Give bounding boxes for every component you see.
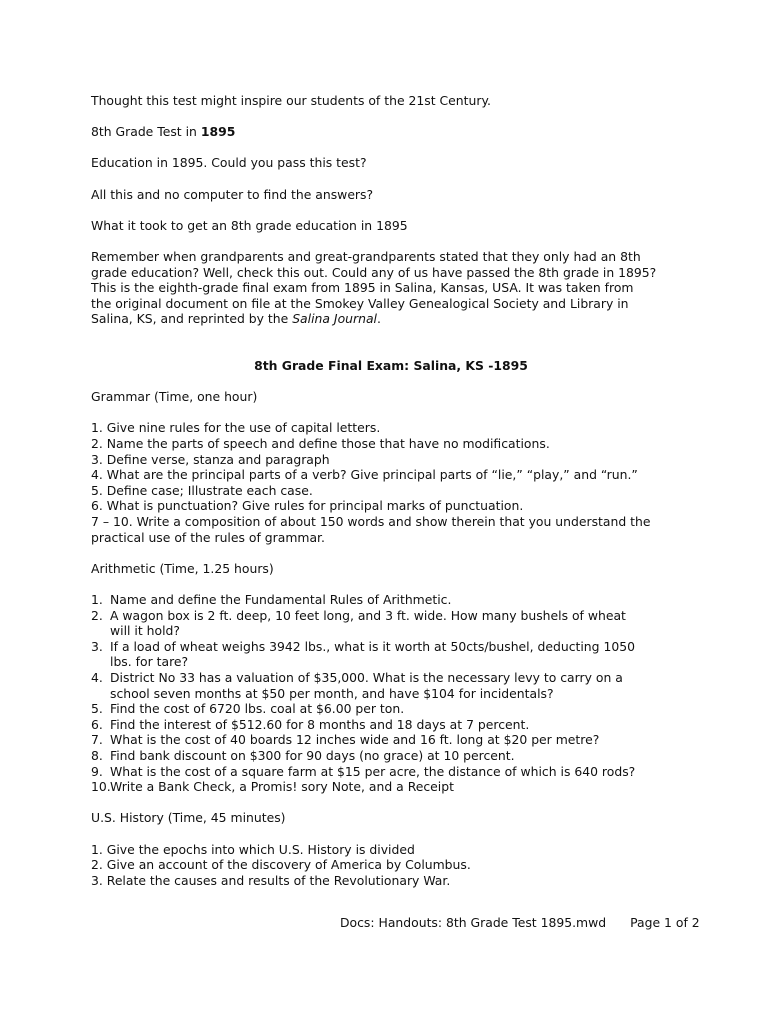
footer-doc-path: Docs: Handouts: 8th Grade Test 1895.mwd	[340, 915, 607, 930]
list-item: 1. Name and define the Fundamental Rules of Arithmetic.	[91, 592, 452, 607]
list-item: 6. Find the interest of $512.60 for 8 months and 18 days at 7 percent.	[91, 716, 530, 732]
list-item: 8. Find bank discount on $300 for 90 days (no grace) at 10 percent.	[91, 747, 515, 763]
page-footer	[340, 915, 700, 931]
list-item: 9. What is the cost of a square farm at $15 per acre, the distance of which is 640 rods?	[91, 763, 636, 779]
intro-year: 1895	[200, 124, 236, 140]
intro-paragraph	[91, 249, 691, 327]
list-item: 1. Give the epochs into which U.S. History is divided	[91, 841, 415, 857]
intro-paragraph-line: Salina, KS, and reprinted by the Salina Journal.	[91, 311, 381, 327]
list-item: 3. Define verse, stanza and paragraph	[91, 451, 330, 467]
list-item: 1. Give nine rules for the use of capital letters.	[91, 420, 381, 436]
page-number: Page 1 of 2	[630, 915, 700, 930]
list-item: 7 – 10. Write a composition of about 150 words and show therein that you understand the	[91, 514, 651, 530]
history-heading: U.S. History (Time, 45 minutes)	[91, 810, 286, 826]
arithmetic-list	[91, 592, 691, 795]
list-item: 5. Find the cost of 6720 lbs. coal at $6.00 per ton.	[91, 701, 405, 717]
list-item: 5. Define case; Illustrate each case.	[91, 482, 313, 498]
history-list	[91, 842, 691, 889]
document-body	[91, 93, 691, 888]
list-item: 4. District No 33 has a valuation of $35,000. What is the necessary levy to carry on a school seven months at $50 per month, and have $104 for incidentals?	[91, 669, 623, 701]
grammar-list	[91, 420, 691, 545]
intro-line-2: 8th Grade Test in 1895	[91, 124, 236, 140]
list-item: 3. If a load of wheat weighs 3942 lbs., what is it worth at 50cts/bushel, deducting 1050 lbs. for tare?	[91, 638, 635, 670]
list-item: 2. Name the parts of speech and define those that have no modifications.	[91, 436, 550, 452]
intro-line-5: What it took to get an 8th grade education in 1895	[91, 217, 408, 233]
list-item: 7. What is the cost of 40 boards 12 inches wide and 16 ft. long at $20 per metre?	[91, 732, 600, 748]
journal-name: Salina Journal	[292, 311, 377, 327]
list-item: 2. A wagon box is 2 ft. deep, 10 feet long, and 3 ft. wide. How many bushels of wheat will it hold?	[91, 607, 626, 639]
exam-title: 8th Grade Final Exam: Salina, KS -1895	[254, 358, 528, 374]
intro-paragraph-line: Remember when grandparents and great-grandparents stated that they only had an 8th	[91, 248, 641, 264]
list-item: 6. What is punctuation? Give rules for principal marks of punctuation.	[91, 498, 524, 514]
list-item: 10. Write a Bank Check, a Promis! sory Note, and a Receipt	[91, 779, 454, 795]
list-item: 4. What are the principal parts of a verb? Give principal parts of “lie,” “play,” and “run.”	[91, 467, 638, 483]
intro-paragraph-line: This is the eighth-grade final exam from 1895 in Salina, Kansas, USA. It was taken from	[91, 280, 634, 296]
list-item: practical use of the rules of grammar.	[91, 529, 325, 545]
intro-line-1: Thought this test might inspire our students of the 21st Century.	[91, 93, 491, 108]
arithmetic-heading: Arithmetic (Time, 1.25 hours)	[91, 560, 274, 576]
list-item: 3. Relate the causes and results of the Revolutionary War.	[91, 872, 451, 888]
intro-paragraph-line: grade education? Well, check this out. Could any of us have passed the 8th grade in 1895?	[91, 264, 657, 280]
list-item: 2. Give an account of the discovery of America by Columbus.	[91, 857, 471, 873]
intro-line-4: All this and no computer to find the answers?	[91, 186, 374, 202]
grammar-heading: Grammar (Time, one hour)	[91, 389, 258, 405]
intro-line-3: Education in 1895. Could you pass this test?	[91, 155, 367, 171]
intro-paragraph-line: the original document on file at the Smokey Valley Genealogical Society and Library in	[91, 295, 629, 311]
